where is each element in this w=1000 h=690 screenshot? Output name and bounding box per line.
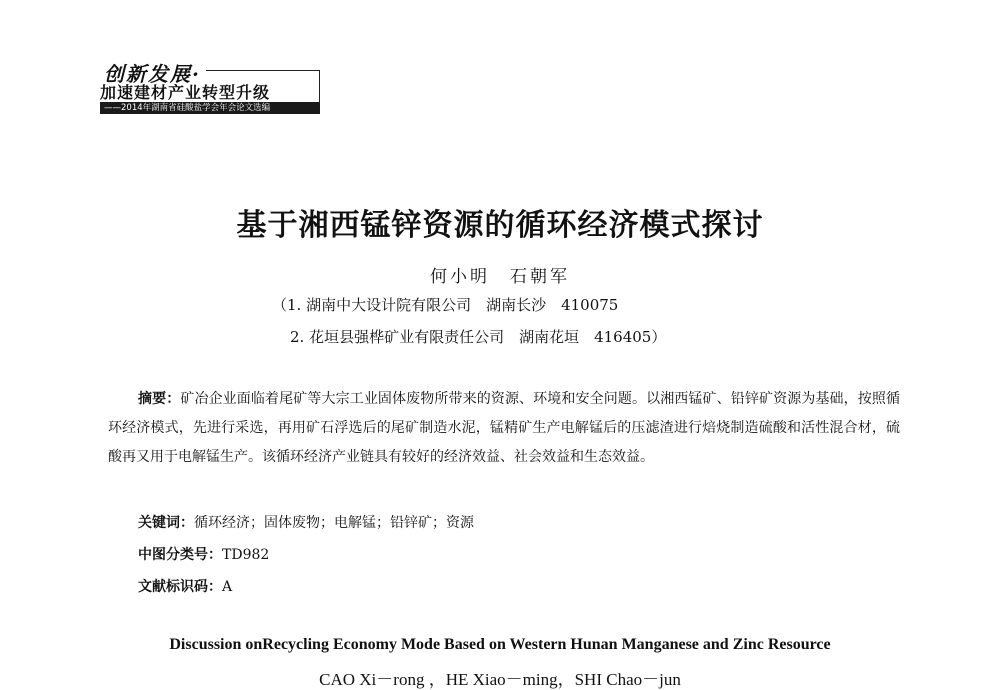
english-authors: CAO Xi－rong ，HE Xiao－ming，SHI Chao－jun (319, 670, 681, 689)
document-code (138, 576, 232, 596)
abstract-label: 摘要： (138, 391, 181, 407)
document-code-label: 文献标识码： (138, 579, 222, 595)
document-code-text: A (222, 579, 233, 595)
classification-number (138, 544, 269, 564)
classification-text: TD982 (222, 547, 270, 563)
keywords-label: 关键词： (138, 515, 194, 531)
paper-title: 基于湘西锰锌资源的循环经济模式探讨 (236, 208, 764, 243)
affiliation-1: （1. 湖南中大设计院有限公司 湖南长沙 410075 (272, 296, 619, 314)
abstract (108, 385, 900, 472)
keywords-text: 循环经济；固体废物；电解锰；铅锌矿；资源 (194, 515, 474, 531)
stamp-line-2: 加速建材产业转型升级 (100, 83, 271, 102)
abstract-text: 矿冶企业面临着尾矿等大宗工业固体废物所带来的资源、环境和安全问题。以湘西锰矿、铅锌矿资源为基础，按照循环经济模式，先进行采选，再用矿石浮选后的尾矿制造水泥，锰精矿生产电解锰后的压滤渣进行焙烧制造硫酸和活性混合材，硫酸再又用于电解锰生产。该循环经济产业链具有较好的经济效益、社会效益和生态效益。 (108, 391, 901, 465)
affiliation-2: 2. 花垣县强桦矿业有限责任公司 湖南花垣 416405） (290, 328, 667, 346)
english-title: Discussion onRecycling Economy Mode Based on Western Hunan Manganese and Zinc Resource (169, 636, 831, 653)
classification-label: 中图分类号： (138, 547, 222, 563)
stamp-subtitle-bar: ——2014年湖南省硅酸盐学会年会论文选编 (100, 102, 320, 114)
stamp-rule (206, 70, 320, 71)
stamp-line-1: 创新发展· (104, 62, 201, 86)
paper-authors: 何小明 石朝军 (430, 267, 570, 287)
keywords (138, 512, 474, 532)
